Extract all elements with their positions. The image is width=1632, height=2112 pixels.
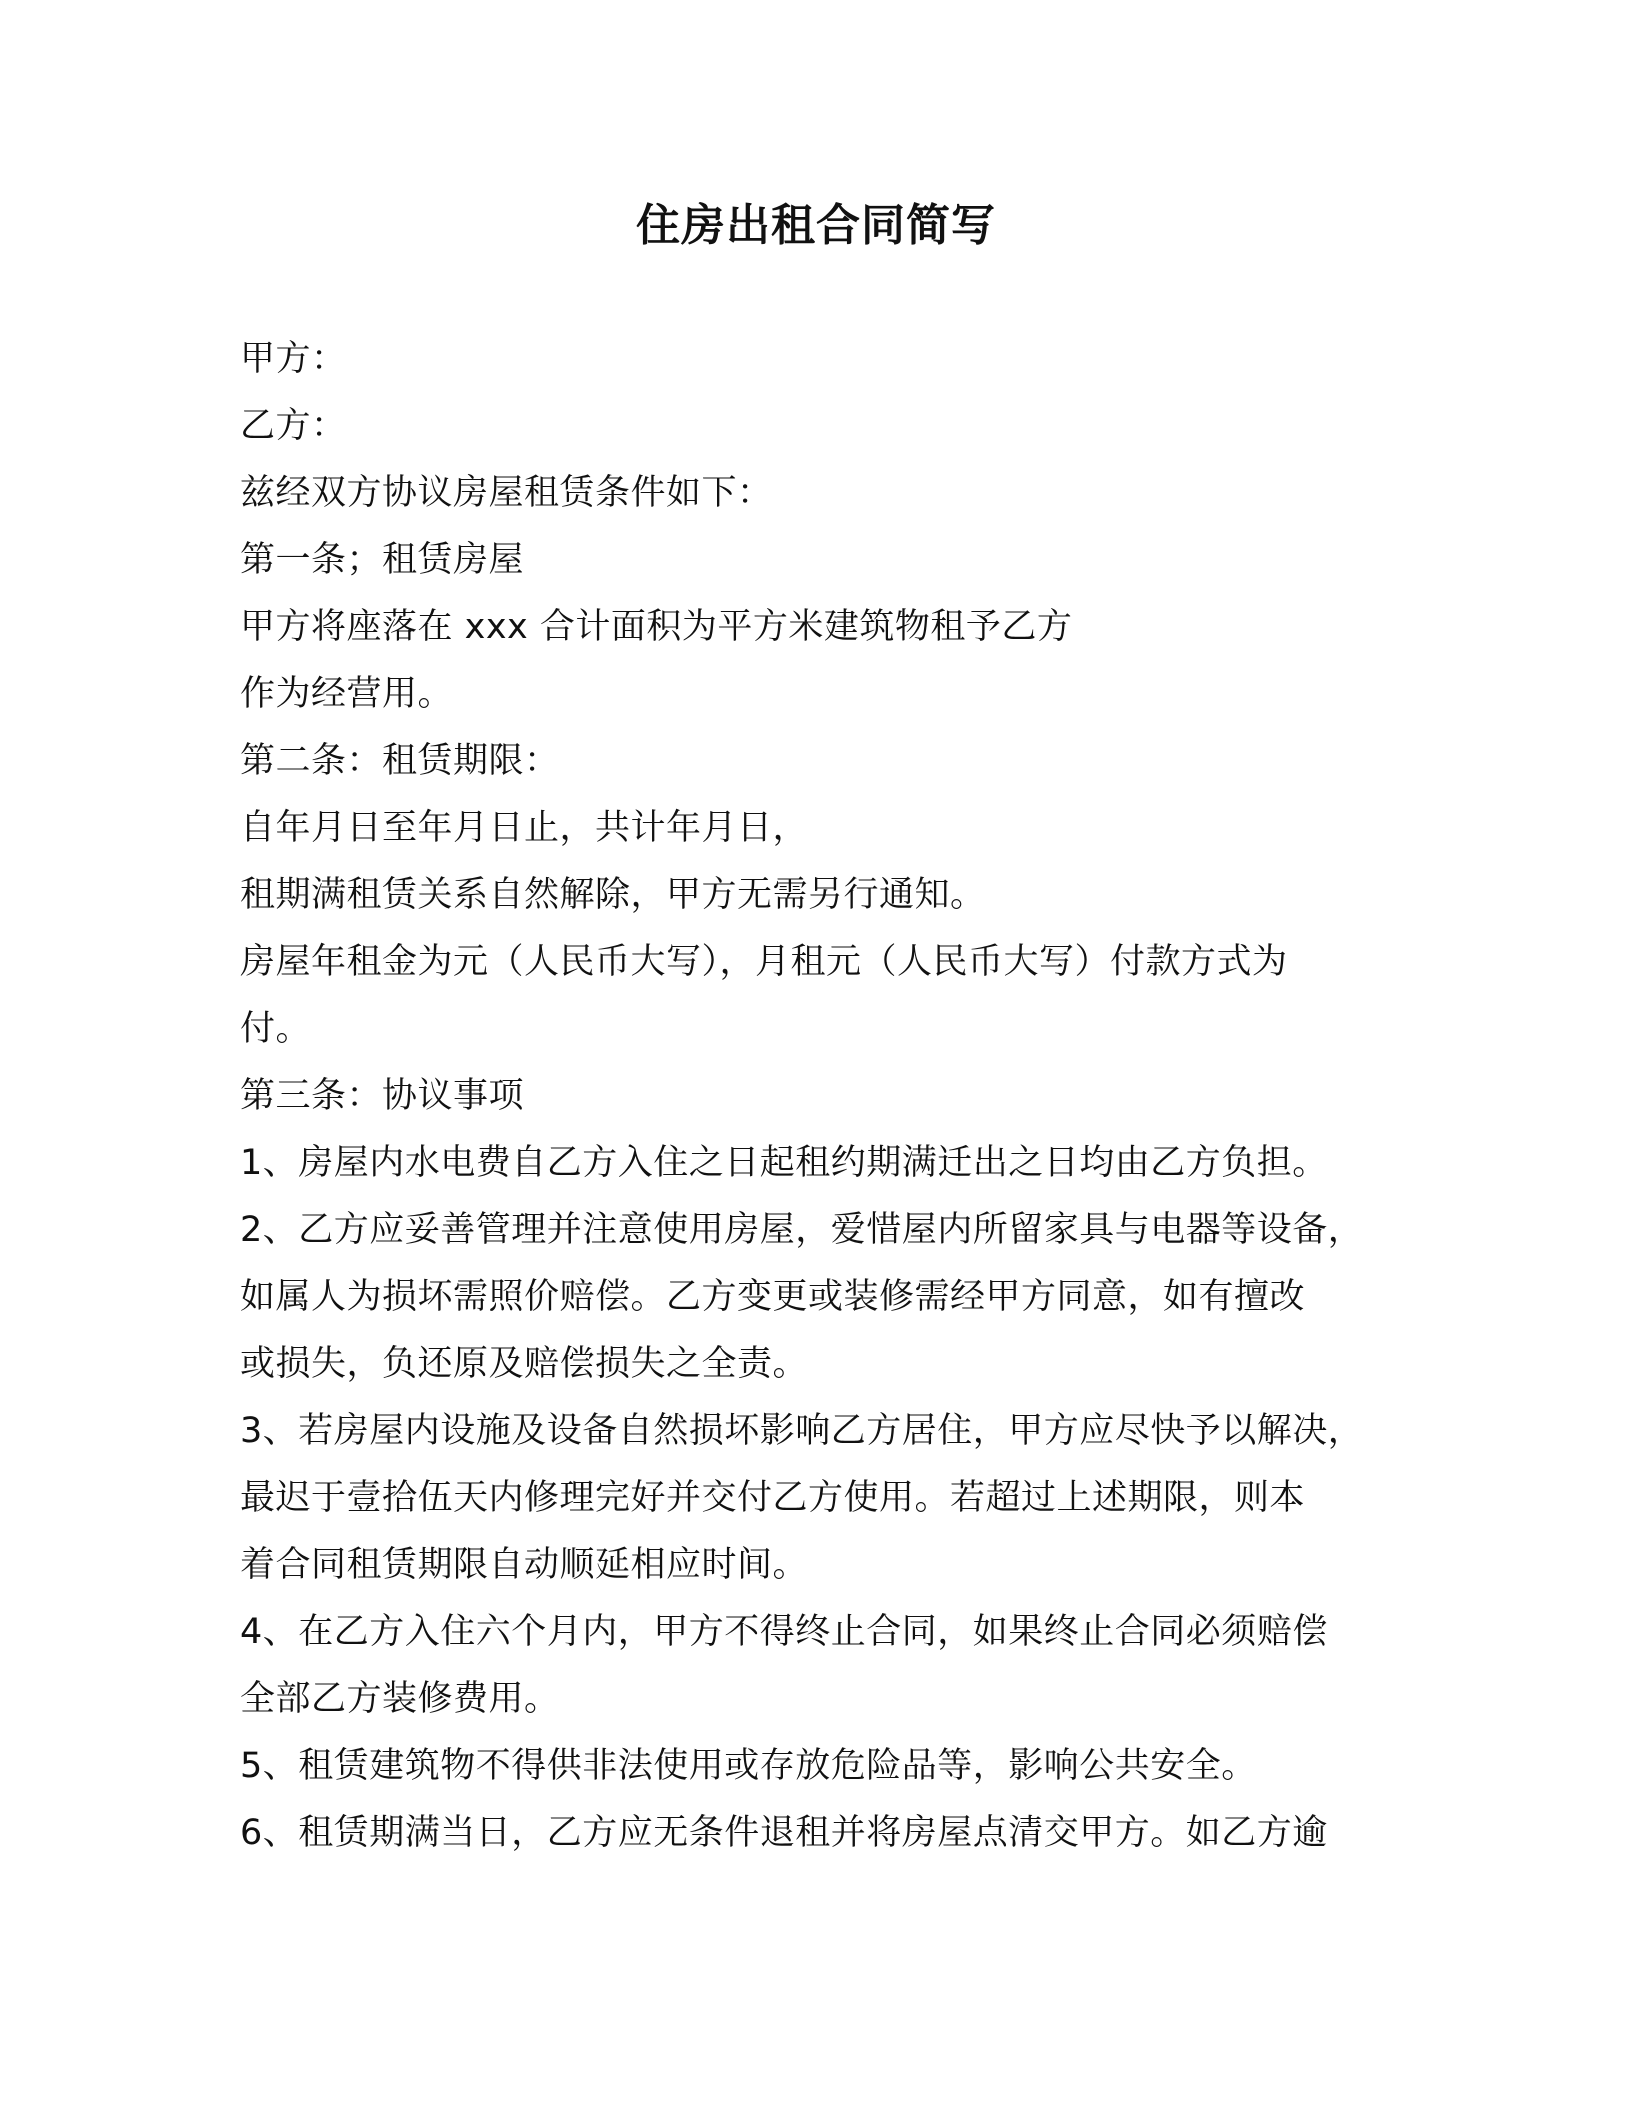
clause-1: 1、房屋内水电费自乙方入住之日起租约期满迁出之日均由乙方负担。 [240, 1143, 1328, 1183]
article-1-text: 甲方将座落在 xxx 合计面积为平方米建筑物租予乙方 [240, 607, 1073, 647]
line-intro: 兹经双方协议房屋租赁条件如下： [240, 473, 773, 513]
clause-4: 全部乙方装修费用。 [240, 1679, 560, 1719]
article-2-text: 自年月日至年月日止，共计年月日， [240, 808, 809, 848]
article-3-heading: 第三条：协议事项 [240, 1076, 525, 1116]
article-1-heading: 第一条；租赁房屋 [240, 540, 525, 580]
clause-4: 4、在乙方入住六个月内，甲方不得终止合同，如果终止合同必须赔偿 [240, 1612, 1328, 1652]
article-2-text: 房屋年租金为元（人民币大写），月租元（人民币大写）付款方式为 [240, 942, 1288, 982]
clause-5: 5、租赁建筑物不得供非法使用或存放危险品等，影响公共安全。 [240, 1746, 1257, 1786]
clause-3: 最迟于壹拾伍天内修理完好并交付乙方使用。若超过上述期限，则本 [240, 1478, 1306, 1518]
article-2-text: 付。 [240, 1009, 312, 1049]
article-2-heading: 第二条：租赁期限： [240, 741, 560, 781]
article-2-text: 租期满租赁关系自然解除，甲方无需另行通知。 [240, 875, 986, 915]
clause-2: 2、乙方应妥善管理并注意使用房屋，爱惜屋内所留家具与电器等设备， [240, 1210, 1364, 1250]
article-1-text: 作为经营用。 [240, 674, 454, 714]
clause-3: 3、若房屋内设施及设备自然损坏影响乙方居住，甲方应尽快予以解决， [240, 1411, 1364, 1451]
document-body [240, 326, 1410, 1867]
line-party-b: 乙方： [240, 406, 347, 446]
clause-2: 如属人为损坏需照价赔偿。乙方变更或装修需经甲方同意，如有擅改 [240, 1277, 1306, 1317]
clause-2: 或损失，负还原及赔偿损失之全责。 [240, 1344, 809, 1384]
clause-6: 6、租赁期满当日，乙方应无条件退租并将房屋点清交甲方。如乙方逾 [240, 1813, 1328, 1853]
document-title: 住房出租合同简写 [636, 200, 996, 251]
line-party-a: 甲方： [240, 339, 347, 379]
clause-3: 着合同租赁期限自动顺延相应时间。 [240, 1545, 809, 1585]
